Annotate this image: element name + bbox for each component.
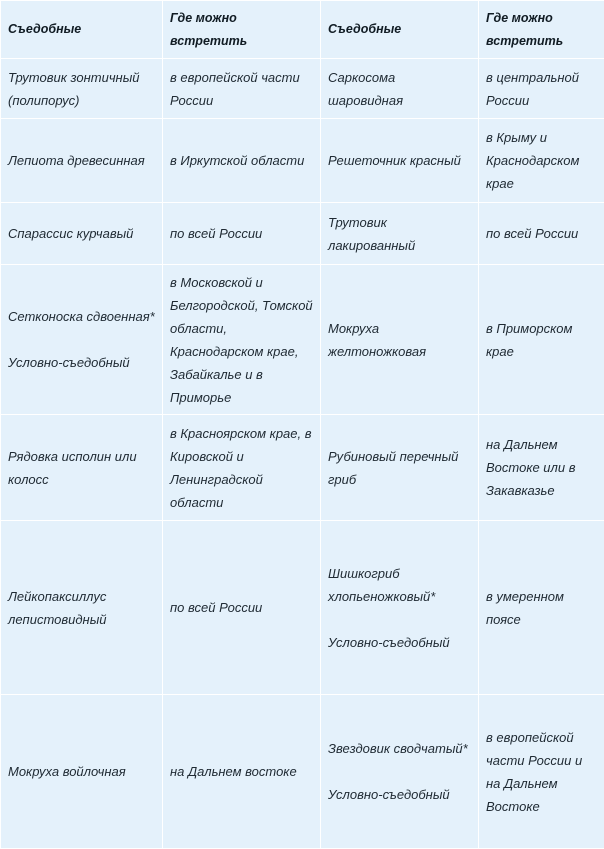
location-cell [163,203,321,265]
location-text: на Дальнем востоке [170,760,314,783]
table-row [1,203,604,265]
mushroom-name: Рубиновый перечный гриб [328,445,472,491]
header-location-1: Где можно встретить [163,1,321,59]
mushroom-name: Лейкопаксиллус лепистовидный [8,585,156,631]
mushroom-name-cell [1,59,163,119]
mushroom-name: Мокруха войлочная [8,760,156,783]
header-edible-1: Съедобные [1,1,163,59]
location-text: в Иркутской области [170,149,314,172]
location-cell [479,265,604,415]
location-cell [163,265,321,415]
location-cell [163,415,321,521]
mushroom-name: Шишкогриб хлопьеножковый* [328,562,472,608]
table-row [1,695,604,849]
mushroom-name-cell [321,415,479,521]
location-cell [479,203,604,265]
note-spacer [328,608,472,631]
mushroom-name-cell [1,695,163,849]
location-text: по всей России [486,222,598,245]
location-cell [163,59,321,119]
location-cell [163,119,321,203]
mushroom-name: Саркосома шаровидная [328,66,472,112]
location-cell [479,415,604,521]
mushroom-name: Сетконоска сдвоенная* [8,305,156,328]
table-row [1,415,604,521]
mushroom-name: Звездовик сводчатый* [328,737,472,760]
location-text: на Дальнем Востоке или в Закавказье [486,433,598,502]
mushroom-name-cell [1,415,163,521]
header-location-2: Где можно встретить [479,1,604,59]
mushroom-name-cell [1,203,163,265]
location-text: в европейской части России [170,66,314,112]
mushroom-name-cell [321,59,479,119]
note-spacer [8,328,156,351]
mushroom-name-cell [321,695,479,849]
location-text: по всей России [170,596,314,619]
mushroom-name: Мокруха желтоножковая [328,317,472,363]
mushroom-name-cell [321,203,479,265]
location-text: в Приморском крае [486,317,598,363]
location-text: по всей России [170,222,314,245]
location-cell [163,695,321,849]
mushroom-name-cell [1,521,163,695]
location-text: в европейской части России и на Дальнем Востоке [486,726,598,818]
edibility-note: Условно-съедобный [328,631,472,654]
mushroom-name-cell [1,119,163,203]
mushroom-name: Трутовик лакированный [328,211,472,257]
mushroom-name: Трутовик зонтичный (полипорус) [8,66,156,112]
mushroom-name: Решеточник красный [328,149,472,172]
location-cell [163,521,321,695]
location-text: в Красноярском крае, в Кировской и Ленинградской области [170,422,314,514]
mushroom-name: Рядовка исполин или колосс [8,445,156,491]
location-text: в Крыму и Краснодарском крае [486,126,598,195]
location-cell [479,695,604,849]
table-header-row [1,1,604,59]
mushroom-name-cell [321,119,479,203]
edibility-note: Условно-съедобный [328,783,472,806]
note-spacer [328,760,472,783]
location-text: в Московской и Белгородской, Томской области, Краснодарском крае, Забайкалье и в Приморье [170,271,314,409]
location-cell [479,521,604,695]
table-row [1,59,604,119]
mushroom-name: Спарассис курчавый [8,222,156,245]
mushroom-name-cell [321,521,479,695]
header-edible-2: Съедобные [321,1,479,59]
mushroom-name: Лепиота древесинная [8,149,156,172]
location-text: в умеренном поясе [486,585,598,631]
location-cell [479,119,604,203]
location-cell [479,59,604,119]
table-row [1,265,604,415]
location-text: в центральной России [486,66,598,112]
mushroom-name-cell [1,265,163,415]
table-row [1,119,604,203]
table-row [1,521,604,695]
mushroom-name-cell [321,265,479,415]
edibility-note: Условно-съедобный [8,351,156,374]
